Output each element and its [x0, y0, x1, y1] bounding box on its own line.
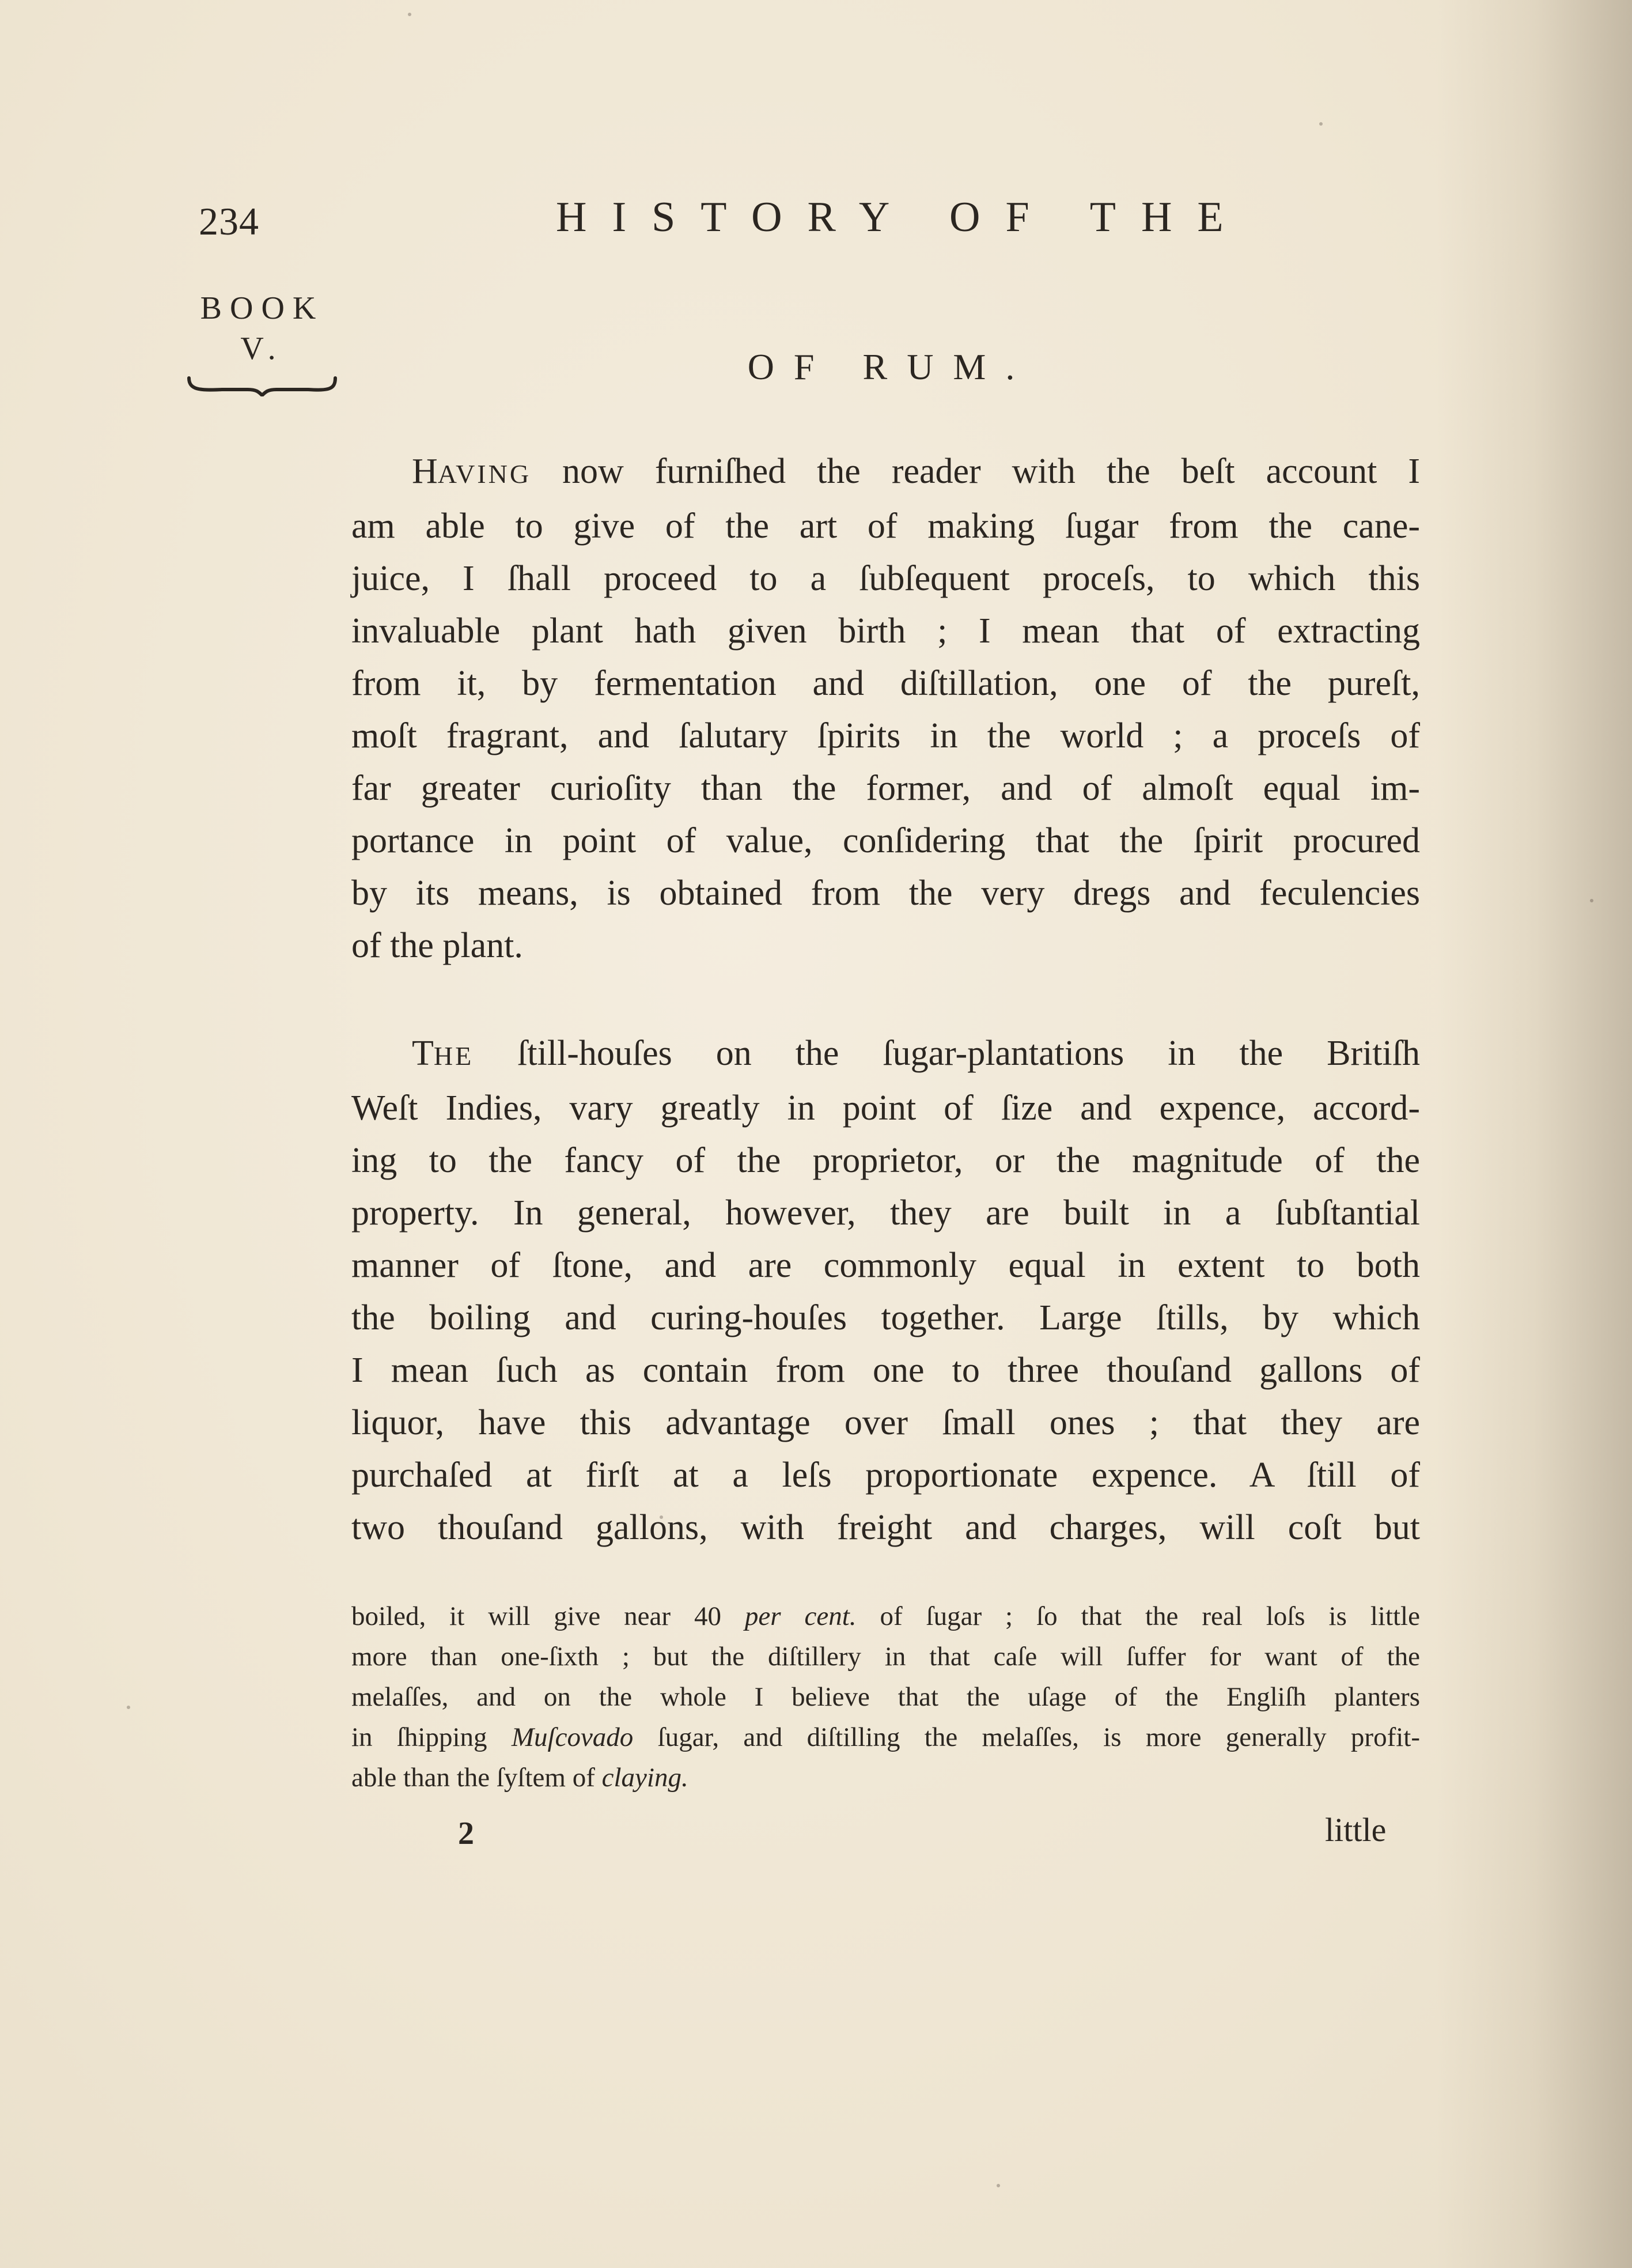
- paragraph-of-rum-intro: [351, 445, 1420, 972]
- paper-speck: [660, 1515, 663, 1519]
- signature-mark: 2: [458, 1816, 474, 1851]
- text-line: ing to the fancy of the proprietor, or the magnitude of the: [351, 1141, 1420, 1180]
- running-head: HISTORY OF THE: [556, 194, 1249, 241]
- footnote-text: boiled, it will give near 40: [351, 1601, 745, 1631]
- small-caps-initial: H: [412, 452, 438, 491]
- book-label-word: BOOK: [200, 290, 324, 326]
- footnote-text: ſugar, and diſtilling the melaſſes, is more generally profit-: [633, 1722, 1420, 1752]
- text-line: moſt fragrant, and ſalutary ſpirits in the world ; a proceſs of: [351, 716, 1420, 755]
- text-line: juice, I ſhall proceed to a ſubſequent proceſs, to which this: [351, 559, 1420, 598]
- catchword: little: [1325, 1811, 1387, 1849]
- text-line: two thouſand gallons, with freight and charges, will coſt but: [351, 1508, 1420, 1547]
- text-line: property. In general, however, they are built in a ſubſtantial: [351, 1193, 1420, 1233]
- text-line: am able to give of the art of making ſugar from the cane-: [351, 506, 1420, 546]
- text-line-content: now furniſhed the reader with the beſt account I: [531, 452, 1420, 491]
- text-line: by its means, is obtained from the very dregs and feculencies: [351, 874, 1420, 913]
- paper-speck: [1319, 122, 1323, 126]
- text-line: from it, by fermentation and diſtillation, one of the pureſt,: [351, 664, 1420, 703]
- text-line: invaluable plant hath given birth ; I mean that of extracting: [351, 611, 1420, 651]
- footnote-line: melaſſes, and on the whole I believe that the uſage of the Engliſh planters: [351, 1682, 1420, 1712]
- book-label-number: V.: [240, 331, 284, 366]
- section-title: OF RUM.: [747, 346, 1035, 387]
- page-number: 234: [199, 199, 259, 243]
- text-line: far greater curioſity than the former, and of almoſt equal im-: [351, 769, 1420, 808]
- footnote-text: able than the ſyſtem of: [351, 1763, 602, 1793]
- footnote-italic: per cent.: [744, 1601, 857, 1631]
- text-line: purchaſed at firſt at a leſs proportionate expence. A ſtill of: [351, 1456, 1420, 1495]
- text-line: [351, 445, 1420, 500]
- text-line: the boiling and curing-houſes together. Large ſtills, by which: [351, 1298, 1420, 1337]
- paragraph-still-houses: [351, 1027, 1420, 1554]
- text-line: of the plant.: [351, 926, 523, 965]
- text-line: manner of ſtone, and are commonly equal in extent to both: [351, 1246, 1420, 1285]
- footnote-text: in ſhipping: [351, 1722, 512, 1752]
- footnote-line: [351, 1717, 1420, 1757]
- footnote-line: more than one-ſixth ; but the diſtillery in that caſe will ſuffer for want of the: [351, 1642, 1420, 1672]
- text-line: liquor, have this advantage over ſmall ones ; that they are: [351, 1403, 1420, 1442]
- paper-speck: [127, 1706, 130, 1709]
- small-caps-initial: T: [412, 1034, 434, 1073]
- text-line: [351, 1027, 1420, 1082]
- footnote-line: [351, 1596, 1420, 1636]
- small-caps-word: AVING: [437, 459, 532, 489]
- footnote-italic: claying.: [601, 1763, 688, 1793]
- footnote-italic: Muſcovado: [511, 1722, 634, 1752]
- footnote: [351, 1596, 1420, 1798]
- small-caps-word: HE: [433, 1041, 474, 1071]
- text-line-content: ſtill-houſes on the ſugar-plantations in the Britiſh: [474, 1034, 1420, 1073]
- footnote-text: of ſugar ; ſo that the real loſs is little: [856, 1601, 1420, 1631]
- paper-speck: [408, 13, 411, 16]
- text-line: Weſt Indies, vary greatly in point of ſize and expence, accord-: [351, 1088, 1420, 1128]
- text-line: I mean ſuch as contain from one to three thouſand gallons of: [351, 1351, 1420, 1390]
- text-line: portance in point of value, conſidering that the ſpirit procured: [351, 821, 1420, 860]
- footnote-line: [351, 1757, 1420, 1798]
- paper-speck: [997, 2184, 1000, 2187]
- paper-speck: [1590, 899, 1593, 902]
